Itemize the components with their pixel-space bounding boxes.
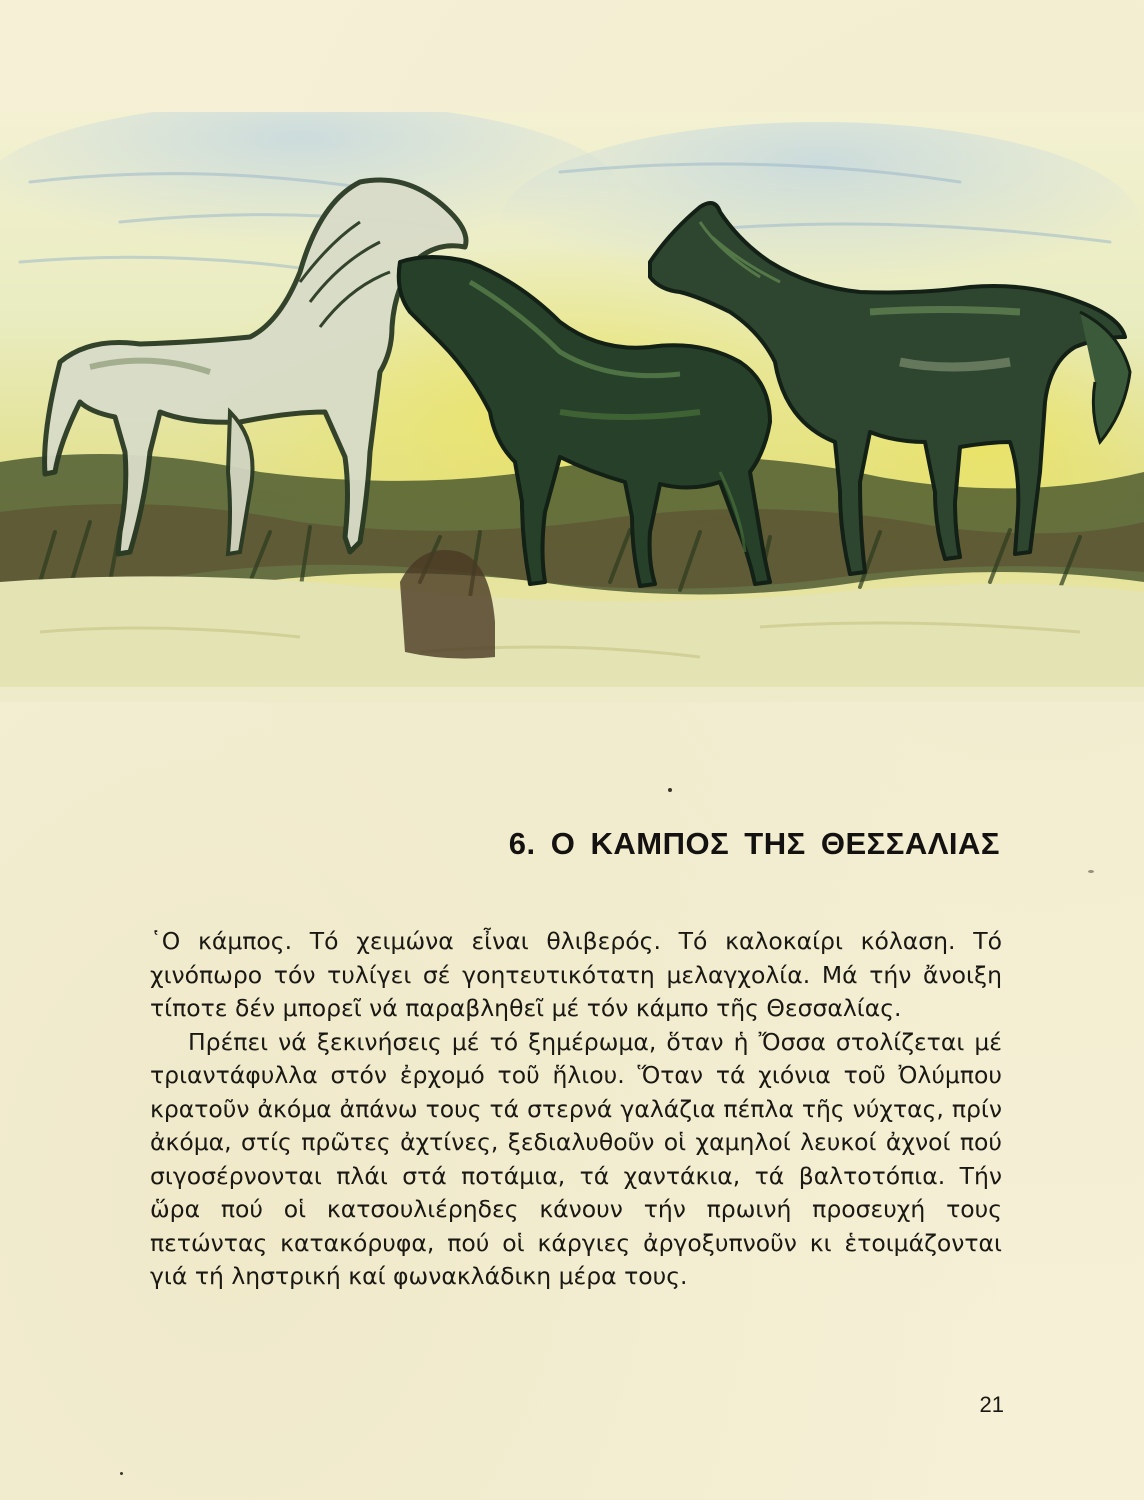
paragraph-1: ῾Ο κάμπος. Τό χειμώνα εἶναι θλιβερός. Τό καλοκαίρι κόλαση. Τό χινόπωρο τόν τυλίγει σέ γοητευτικότατη μελαγχολία. Μά τήν ἄνοιξη τίποτε δέν μπορεῖ νά παραβληθεῖ μέ τόν κάμπο τῆς Θεσσαλίας. [150,927,1002,1022]
print-speck [120,1472,123,1475]
print-speck [668,788,672,792]
page-number: 21 [979,1392,1004,1417]
horses-illustration [0,112,1144,702]
print-speck [1088,870,1094,873]
chapter-title: 6. Ο ΚΑΜΠΟΣ ΤΗΣ ΘΕΣΣΑΛΙΑΣ [508,826,1000,861]
paragraph-2: Πρέπει νά ξεκινήσεις μέ τό ξημέρωμα, ὅταν ἡ Ὄσσα στολίζεται μέ τριαντάφυλλα στόν ἐρχομό τοῦ ἥλιου. Ὅταν τά χιόνια τοῦ Ὀλύμπου κρατοῦν ἀκόμα ἀπάνω τους τά στερνά γαλάζια πέπλα τῆς νύχτας, πρίν ἀκόμα, στίς πρῶτες ἀχτίνες, ξεδιαλυθοῦν οἱ χαμηλοί λευκοί ἀχνοί πού σιγοσέρνονται πλάι στά ποτάμια, τά χαντάκια, τά βαλτοτόπια. Τήν ὥρα πού οἱ κατσουλιέρηδες κάνουν τήν πρωινή προσευχή τους πετώντας κατακόρυφα, πού οἱ κάργιες ἀργοξυπνοῦν κι ἑτοιμάζονται γιά τή ληστρική καί φωνακλάδικη μέρα τους. [150,1027,1002,1290]
horses-painting-icon [0,112,1144,702]
body-text [150,925,1002,1294]
